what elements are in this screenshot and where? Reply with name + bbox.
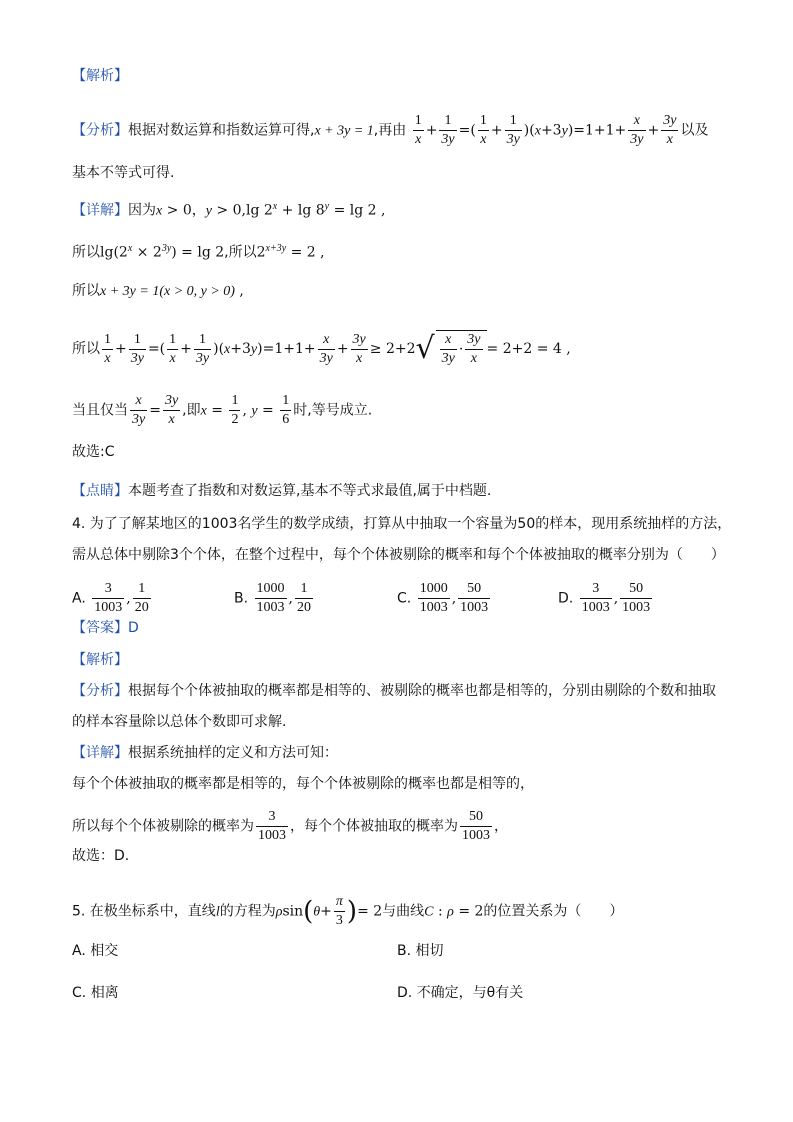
ji: ,即: [182, 402, 201, 419]
option-text: 相交: [90, 943, 119, 959]
q3-ineq-line: 所以 $\frac{1}{x}$ + $\frac{1}{3y}$ =( $\frac{1}{x}$ + $\frac{1}{3y}$ )(x+3y)=1+1+ $\frac{x}{3y}$ + $\frac{3y}{x}$ ≥ 2+2√ $\frac{x}{3y}$ · $\frac{3y}{x}$ = 2+2 = 4 ,: [72, 331, 571, 366]
fraction: $\frac{x}{3y}$: [630, 113, 644, 147]
fraction: $\frac{3y}{x}$: [352, 331, 366, 366]
suoyi: ,所以: [224, 244, 257, 261]
q4-detail-line2: [72, 808, 508, 845]
fenxi-text: 根据对数运算和指数运算可得,: [128, 122, 315, 139]
q4-jiexi-heading: 【解析】: [72, 652, 128, 668]
q5-option-c: [72, 983, 119, 1003]
q4-option-b: B. $\frac{1000}{1003}$ , $\frac{1}{20}$: [234, 581, 311, 615]
q3-xiangjie-line: 【详解】因为x > 0，y > 0,lg $2^x + \lg 8^y = \lg 2$ ,: [72, 201, 386, 219]
option-text: 相切: [415, 943, 444, 959]
fraction: $\frac{1}{x}$: [169, 331, 177, 366]
detail-text: ，: [494, 818, 508, 835]
guxuan-line: 故选:C: [72, 444, 115, 460]
fraction: $\frac{x}{3y}$: [319, 331, 333, 366]
q5-option-d: [397, 983, 523, 1003]
fraction: $\frac{1}{x}$: [104, 331, 111, 366]
xiangjie-tag: 【详解】: [72, 745, 128, 761]
fraction: $\frac{50}{1003}$: [460, 581, 489, 615]
xiangjie-text: 因为: [128, 202, 156, 219]
q4-xiangjie-line: [72, 743, 338, 763]
option-letter: B.: [234, 590, 249, 607]
xiangjie-tag: 【详解】: [72, 202, 128, 219]
fraction: $\frac{3y}{x}$: [663, 113, 677, 147]
option-letter: A.: [72, 590, 86, 607]
fraction: $\frac{50}{1003}$: [462, 809, 490, 843]
fenxi-text: 根据每个个体被抽取的概率都是相等的、被剔除的概率也都是相等的，分别由剔除的个数和抽取: [128, 683, 716, 699]
option-text: 不确定，与θ有关: [416, 985, 524, 1001]
q3-line: 所以$\lg(2^x \times 2^{3y}) = \lg 2$,所以$2^{x+3y} = 2$ ,: [72, 243, 325, 261]
fraction: $\frac{1}{3y}$: [506, 113, 520, 147]
option-letter: B.: [397, 943, 412, 959]
fenxi-text: ,再由: [373, 122, 407, 139]
q5-stem: 5. 在极坐标系中，直线l的方程为ρsin(θ+ $\frac{\pi}{3}$ )= 2与曲线C : ρ = 2的位置关系为（ ）: [72, 894, 624, 928]
option-letter: C.: [397, 590, 412, 607]
shi: 时,等号成立.: [293, 402, 373, 419]
detail-text: ，每个个体被抽取的概率为: [290, 818, 458, 835]
equation: x + 3y = 1(x > 0, y > 0): [100, 284, 235, 299]
fraction: $\frac{1}{20}$: [296, 581, 311, 615]
fraction: $\frac{1}{3y}$: [130, 331, 144, 366]
fraction: $\frac{3}{1003}$: [581, 581, 610, 615]
dangqie: 当且仅当: [72, 402, 128, 419]
option-letter: D.: [558, 590, 574, 607]
fraction: $\frac{50}{1003}$: [622, 581, 651, 615]
option-letter: D.: [397, 985, 413, 1001]
stem-text: 的位置关系为（ ）: [483, 903, 624, 920]
stem-text: 的方程为: [219, 903, 276, 920]
fraction: $\frac{1}{3y}$: [441, 113, 455, 147]
q5-option-a: [72, 941, 118, 961]
q3-equality-line: 当且仅当 $\frac{x}{3y}$ = $\frac{3y}{x}$ ,即x = $\frac{1}{2}$ , y = $\frac{1}{6}$ 时,等号成立.: [72, 393, 373, 427]
q4-option-d: D. $\frac{3}{1003}$ , $\frac{50}{1003}$: [558, 581, 651, 615]
fenxi-line2: 基本不等式可得.: [72, 165, 175, 181]
fraction: $\frac{1000}{1003}$: [419, 581, 448, 615]
q5-option-b: [397, 941, 444, 961]
fraction: $\frac{1000}{1003}$: [256, 581, 285, 615]
equation: x + 3y = 1: [314, 123, 374, 139]
dianjing-text: 本题考查了指数和对数运算,基本不等式求最值,属于中档题.: [128, 483, 492, 499]
q3-fenxi-line: 【分析】根据对数运算和指数运算可得,x + 3y = 1,再由 $\frac{1}{x}$ + $\frac{1}{3y}$ =( $\frac{1}{x}$ + $\frac{1}{3y}$ )(x+3y)=1+1+ $\frac{x}{3y}$ + $\frac{3y}{x}$ 以及: [72, 113, 709, 147]
fraction: $\frac{1}{20}$: [134, 581, 149, 615]
fraction: $\frac{x}{3y}$: [132, 393, 146, 427]
option-letter: C.: [72, 985, 87, 1001]
fraction: $\frac{1}{x}$: [479, 113, 487, 147]
option-text: 相离: [90, 985, 119, 1001]
fraction: $\frac{1}{3y}$: [195, 331, 210, 366]
suoyi: 所以: [72, 244, 100, 261]
q4-option-c: C. $\frac{1000}{1003}$ , $\frac{50}{1003}$: [397, 581, 489, 615]
q3-line: 所以x + 3y = 1(x > 0, y > 0) ,: [72, 283, 244, 299]
q4-detail-line1: 每个个体被抽取的概率都是相等的，每个个体被剔除的概率也都是相等的，: [72, 776, 534, 792]
q4-fenxi-line2: 的样本容量除以总体个数即可求解.: [72, 714, 287, 730]
q4-stem-line2: 需从总体中剔除3个个体，在整个过程中，每个个体被剔除的概率和每个个体被抽取的概率分别为（ ）: [72, 547, 725, 563]
stem-text: 5. 在极坐标系中，直线: [72, 903, 216, 920]
jiexi-heading: 【解析】: [72, 68, 128, 84]
fraction: $\frac{3y}{x}$: [164, 393, 179, 427]
q4-stem-line1: 4. 为了了解某地区的1003名学生的数学成绩，打算从中抽取一个容量为50的样本，现用系统抽样的方法，: [72, 516, 732, 532]
fenxi-tag: 【分析】: [72, 683, 128, 699]
sqrt: $\frac{x}{3y}$ · $\frac{3y}{x}$: [436, 330, 487, 368]
option-letter: A.: [72, 943, 86, 959]
fraction: $\frac{3}{1003}$: [258, 809, 286, 843]
stem-text: 与曲线: [382, 903, 425, 920]
detail-text: 所以每个个体被剔除的概率为: [72, 818, 254, 835]
fraction: $\frac{\pi}{3}$: [335, 894, 343, 928]
fenxi-tag: 【分析】: [72, 122, 128, 139]
suoyi: 所以: [72, 341, 100, 357]
fraction: $\frac{1}{x}$: [414, 113, 422, 147]
fraction: $\frac{1}{2}$: [231, 393, 239, 427]
suoyi: 所以: [72, 283, 100, 299]
dianjing-line: [72, 481, 491, 501]
dianjing-tag: 【点睛】: [72, 483, 128, 499]
xiangjie-text: 根据系统抽样的定义和方法可知：: [128, 745, 338, 761]
q4-fenxi-line: [72, 681, 716, 701]
q4-guxuan: 故选：D.: [72, 848, 130, 864]
fraction: $\frac{3}{1003}$: [94, 581, 123, 615]
q4-option-a: A. $\frac{3}{1003}$ , $\frac{1}{20}$: [72, 581, 149, 615]
q4-answer: 【答案】D: [72, 620, 139, 636]
fenxi-text: 以及: [680, 122, 709, 139]
fraction: $\frac{1}{6}$: [282, 393, 290, 427]
